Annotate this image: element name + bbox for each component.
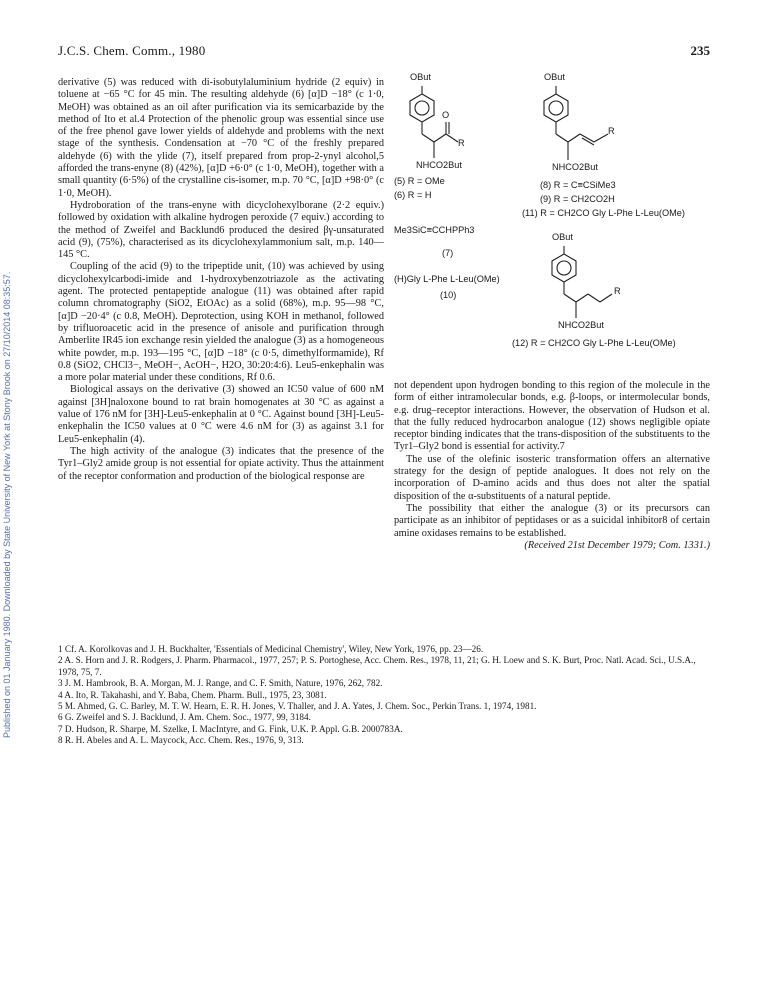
obu-label: OBut xyxy=(552,232,573,242)
aromatic-circle-1 xyxy=(415,101,429,115)
r-group-label: R xyxy=(614,286,621,296)
references xyxy=(58,644,710,747)
reference-item: 3 J. M. Hambrook, B. A. Morgan, M. J. Range, and C. F. Smith, Nature, 1976, 262, 782. xyxy=(58,678,383,689)
nhco2bu-label: NHCO2But xyxy=(416,160,462,170)
reference-item: 7 D. Hudson, R. Sharpe, M. Szelke, I. MacIntyre, and G. Fink, U.K. P. Appl. G.B. 2000783A. xyxy=(58,723,403,734)
reference-item: 2 A. S. Horn and J. R. Rodgers, J. Pharm. Pharmacol., 1977, 257; P. S. Portoghese, Acc. Chem. Res., 1978, 11, 21; G. H. Loew and S. K. Burt, Proc. Natl. Acad. Sci., U.S.A., 1978, 75, 7. xyxy=(58,655,696,677)
reference-item: 1 Cf. A. Korolkovas and J. H. Buckhalter, 'Essentials of Medicinal Chemistry', Wiley, New York, 1976, pp. 23—26. xyxy=(58,644,484,654)
paragraph: The use of the olefinic isosteric transformation offers an alternative strategy for the design of peptide analogues. It does not rely on the incorporation of D-amino acids and thus does not alter the spatial disposition of the α-substituents of a natural peptide. xyxy=(394,453,710,502)
compound-10-label: (10) xyxy=(440,290,457,300)
benzene-ring-1 xyxy=(410,94,434,122)
obu-label: OBut xyxy=(544,72,565,82)
tripeptide-formula: (H)Gly L-Phe L-Leu(OMe) xyxy=(394,274,500,284)
paragraph: Hydroboration of the trans-enyne with dicyclohexylborane (2·2 equiv.) followed by oxidation with alkaline hydrogen peroxide (7 equiv.) according to the method of Zweifel and Backlund6 produced the desired βγ-unsaturated acid (9), (75%), characterised as its dicyclohexylammonium salt, m.p. 140—145 °C. xyxy=(58,199,384,261)
compound-5-label: (5) R = OMe xyxy=(394,176,445,186)
nhco2bu-label: NHCO2But xyxy=(552,162,598,172)
aromatic-circle-2 xyxy=(549,101,563,115)
paragraph: Biological assays on the derivative (3) showed an IC50 value of 600 nM against [3H]naloxone bound to rat brain homogenates at 30 °C as against a value of 176 nM for [3H]-Leu5-enkephalin at 0 °C. Against bound [3H]-Leu5-enkephalin the IC50 values at 0 °C were 4.6 nM for (3) as against 3.1 for Leu5-enkephalin (4). xyxy=(58,384,384,445)
chemical-structures xyxy=(394,68,714,373)
r-group-label: R xyxy=(608,126,615,136)
obu-label: OBut xyxy=(410,72,431,82)
download-watermark: Published on 01 January 1980. Downloaded by State University of New York at Stony Brook on 27/10/2014 08:35:57. xyxy=(2,271,12,739)
right-column xyxy=(394,380,710,552)
nhco2bu-label: NHCO2But xyxy=(558,320,604,330)
page-number: 235 xyxy=(690,43,710,58)
paragraph: The high activity of the analogue (3) indicates that the presence of the Tyr1–Gly2 amide group is not essential for opiate activity. Thus the attainment of the receptor conformation and production of the biological response are xyxy=(58,445,384,482)
paragraph: not dependent upon hydrogen bonding to this region of the molecule in the form of either intramolecular bonds, e.g. β-loops, or intermolecular bonds, e.g. drug–receptor interactions. However, the observation of Hudson et al. that the fully reduced hydrocarbon analogue (12) shows negligible opiate receptor binding indicates that the trans-disposition of the substituents to the Tyr1–Gly2 bond is essential for activity.7 xyxy=(394,380,710,453)
ylide-formula: Me3SiC≡CCHPPh3 xyxy=(394,225,475,235)
paragraph: Coupling of the acid (9) to the tripeptide unit, (10) was achieved by using dicyclohexylcarbodi-imide and 1-hydroxybenzotriazole as the activating agent. The protected pentapeptide analogue (11) was obtained after rapid column chromatography (SiO2, EtOAc) as a solid (68%), m.p. 95—98 °C, [α]D −20·4° (c 0.8, MeOH). Deprotection, using KOH in methanol, followed by trifluoroacetic acid in the presence of anisole and purification through Amberlite IR45 ion exchange resin yielded the analogue (3) as a homogeneous white powder, m.p. 193—195 °C, [α]D −18° (c 0·5, dimethylformamide), Rf 0.8 (SiO2, CHCl3−, MeOH−, AcOH−, H2O, 30:20:4:6). Leu5-enkephalin was a more polar material under these conditions, Rf 0.6. xyxy=(58,261,384,384)
reference-item: 8 R. H. Abeles and A. L. Maycock, Acc. Chem. Res., 1976, 9, 313. xyxy=(58,735,304,746)
compound-8-label: (8) R = C≡CSiMe3 xyxy=(540,180,616,190)
left-column xyxy=(58,77,384,483)
reference-item: 6 G. Zweifel and S. J. Backlund, J. Am. Chem. Soc., 1977, 99, 3184. xyxy=(58,712,311,723)
paragraph: derivative (5) was reduced with di-isobutylaluminium hydride (2 equiv) in toluene at −65 °C for 45 min. The resulting aldehyde (6) [α]D −18° (c 1·0, MeOH) was obtained as an oil after purification via its semicarbazide by the method of Ito et al.4 Protection of the phenolic group was essential since use of the free phenol gave lower yields of aldehyde and problems with the next stage of the synthesis. Condensation at −70 °C of the freshly prepared aldehyde (6) with the ylide (7), itself prepared from prop-2-ynyl alcohol,5 afforded the trans-enyne (8) (42%), [α]D +6·0° (c 1·0, MeOH), together with a small quantity (6·5%) of the crystalline cis-isomer, m.p. 70 °C, [α]D +98·0° (c 1·0, MeOH). xyxy=(58,77,384,199)
compound-11-label: (11) R = CH2CO Gly L-Phe L-Leu(OMe) xyxy=(522,208,685,218)
running-header: J.C.S. Chem. Comm., 1980 xyxy=(58,43,206,58)
benzene-ring-2 xyxy=(544,94,568,122)
paragraph: The possibility that either the analogue (3) or its precursors can participate as an inhibitor of peptidases or as a suicidal inhibitor8 of certain amine oxidases remains to be established. xyxy=(394,502,710,539)
compound-12-label: (12) R = CH2CO Gly L-Phe L-Leu(OMe) xyxy=(512,338,676,348)
received-date: (Received 21st December 1979; Com. 1331.) xyxy=(524,539,710,551)
aromatic-circle-3 xyxy=(557,261,571,275)
reference-item: 4 A. Ito, R. Takahashi, and Y. Baba, Chem. Pharm. Bull., 1975, 23, 3081. xyxy=(58,689,327,700)
compound-6-label: (6) R = H xyxy=(394,190,432,200)
r-group-label: R xyxy=(458,138,465,148)
carbonyl-o-label: O xyxy=(442,110,450,120)
reference-item: 5 M. Ahmed, G. C. Barley, M. T. W. Hearn, E. R. H. Jones, V. Thaller, and J. A. Yates, J. Chem. Soc., Perkin Trans. 1, 1974, 1981. xyxy=(58,701,537,712)
compound-7-label: (7) xyxy=(442,248,454,258)
compound-9-label: (9) R = CH2CO2H xyxy=(540,194,615,204)
benzene-ring-3 xyxy=(552,254,576,282)
